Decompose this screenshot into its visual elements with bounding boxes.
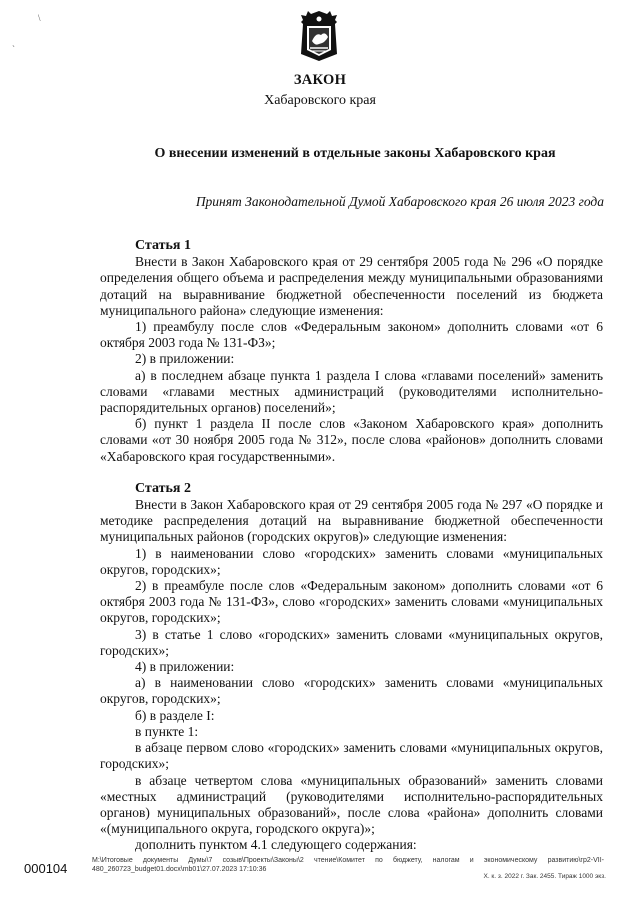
article-1-intro: Внести в Закон Хабаровского края от 29 сентября 2005 года № 296 «О порядке определения общего объема и распределения между муниципальными образованиями дотаций на выравнивание бюджетной обеспеченности поселений из бюджета муниципального района» следующие изменения:	[100, 254, 603, 318]
scan-mark: `	[12, 44, 15, 54]
article-2-subitem: б) в разделе I:	[135, 707, 215, 723]
article-2-item: 3) в статье 1 слово «городских» заменить словами «муниципальных округов, городских»;	[100, 626, 603, 658]
article-2-heading: Статья 2	[135, 480, 191, 496]
article-2-item: 2) в преамбуле после слов «Федеральным законом» дополнить словами «от 6 октября 2003 года № 131-ФЗ», слово «городских» заменить словами «муниципальных округов, городских»;	[100, 578, 603, 626]
article-2-item: 1) в наименовании слово «городских» заменить словами «муниципальных округов, городских»;	[100, 545, 603, 577]
article-2-paragraph: в абзаце четвертом слова «муниципальных образований» заменить словами «местных администраций (руководителями исполнительно-распорядительных органов) муниципальных образований», после слова «района» дополнить словами «(муниципального округа, городского округа)»;	[100, 772, 603, 837]
article-2-paragraph: дополнить пунктом 4.1 следующего содержания:	[135, 837, 417, 853]
law-body	[100, 238, 603, 854]
article-1-heading: Статья 1	[135, 238, 191, 253]
document-heading: О внесении изменений в отдельные законы Хабаровского края	[154, 146, 556, 161]
article-1-item: 2) в приложении:	[135, 351, 235, 367]
law-title: ЗАКОН	[293, 72, 347, 88]
khabarovsk-coat-of-arms-emblem	[298, 10, 340, 62]
document-code: 000104	[24, 861, 68, 876]
adoption-note: Принят Законодательной Думой Хабаровского края 26 июля 2023 года	[195, 194, 604, 209]
file-path: M:\Итоговые документы Думы\7 созыв\Проекты\Законы\2 чтение\Комитет по бюджету, налогам и экономическому развитию\гр2-VII-480_260723_budget01.docx\mb01\27.07.2023 17:10:36	[92, 857, 604, 873]
article-2-intro: Внести в Закон Хабаровского края от 29 сентября 2005 года № 297 «О порядке и методике распределения дотаций на выравнивание бюджетной обеспеченности муниципальных районов (городских округов)» следующие изменения:	[100, 497, 603, 545]
article-1-subitem: б) пункт 1 раздела II после слов «Законом Хабаровского края» дополнить словами «от 30 ноября 2005 года № 312», после слова «районов» дополнить словами «Хабаровского края государственными».	[100, 416, 603, 464]
article-2-subitem: а) в наименовании слово «городских» заменить словами «муниципальных округов, городских»;	[100, 675, 603, 707]
law-region: Хабаровского края	[264, 93, 376, 108]
article-2-paragraph: в абзаце первом слово «городских» заменить словами «муниципальных округов, городских»;	[100, 740, 603, 772]
scan-mark: \	[38, 13, 41, 23]
article-1-item: 1) преамбулу после слов «Федеральным законом» дополнить словами «от 6 октября 2003 года № 131-ФЗ»;	[100, 319, 603, 351]
article-2-paragraph: в пункте 1:	[135, 723, 199, 739]
article-1-subitem: а) в последнем абзаце пункта 1 раздела I слова «главами поселений» заменить словами «главами местных администраций (руководителями исполнительно-распорядительных органов) поселений»;	[100, 367, 603, 416]
print-info: Х. к. з. 2022 г. Зак. 2455. Тираж 1000 экз.	[483, 873, 606, 880]
article-2-item: 4) в приложении:	[135, 659, 235, 675]
